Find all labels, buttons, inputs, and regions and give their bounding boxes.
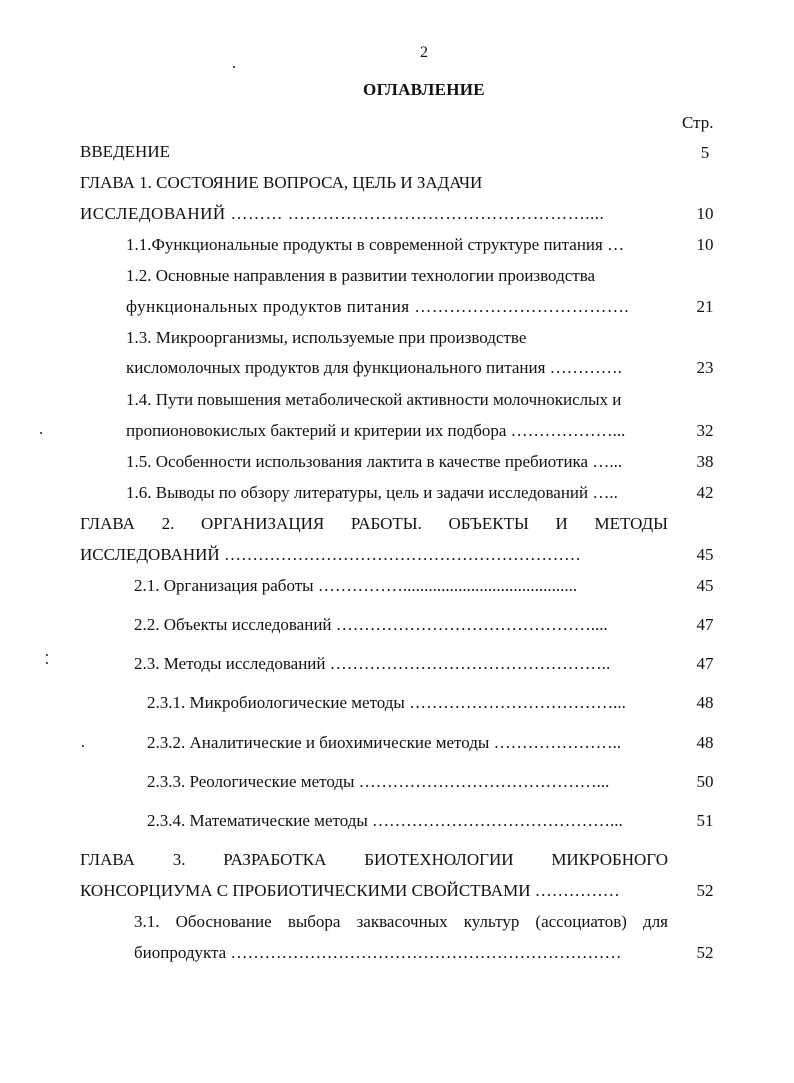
- toc-entry-chapter-1-cont: [80, 202, 604, 226]
- scan-speck: [233, 66, 235, 68]
- toc-page-number: 21: [696, 297, 714, 316]
- toc-page-number: 45: [696, 545, 714, 564]
- toc-entry-1-5: [126, 450, 622, 474]
- toc-entry-1-2: [126, 264, 595, 288]
- toc-page-number: 52: [696, 881, 714, 900]
- scan-speck: [46, 662, 48, 664]
- toc-entry-text: 1.4. Пути повышения метаболической активности молочнокислых и: [126, 390, 622, 409]
- toc-entry-text: ГЛАВА 1. СОСТОЯНИЕ ВОПРОСА, ЦЕЛЬ И ЗАДАЧИ: [80, 173, 483, 192]
- page-number: 2: [420, 44, 428, 61]
- toc-entry-2-3-2: [147, 731, 621, 755]
- toc-entry-text: функциональных продуктов питания ……………………………….: [126, 297, 630, 316]
- toc-entry-chapter-1: [80, 171, 482, 195]
- toc-entry-3-1: [134, 910, 668, 934]
- toc-page-number: 38: [696, 452, 714, 471]
- page-column-header: Стр.: [682, 113, 714, 132]
- toc-entry-text: биопродукта ……………………………………………………………: [134, 943, 622, 962]
- toc-entry-3-1-cont: [134, 941, 621, 965]
- toc-page-number: 23: [696, 358, 714, 377]
- toc-page-number: 52: [696, 943, 714, 962]
- toc-entry-2-3-4: [147, 809, 623, 833]
- toc-page-number: 10: [696, 204, 714, 223]
- toc-entry-text: 2.3.3. Реологические методы ……………………………………...: [147, 772, 610, 791]
- toc-entry-2-3-1: [147, 691, 626, 715]
- toc-entry-text: 1.3. Микроорганизмы, используемые при производстве: [126, 328, 527, 347]
- toc-entry-chapter-3: [80, 848, 668, 872]
- toc-entry-chapter-2-cont: [80, 543, 581, 567]
- toc-page-number: 48: [696, 733, 714, 752]
- toc-entry-1-1: [126, 233, 624, 257]
- toc-entry-text: 2.3.2. Аналитические и биохимические методы …………………..: [147, 733, 622, 752]
- toc-entry-text: 2.3. Методы исследований …………………………………………..: [134, 654, 611, 673]
- toc-entry-text: 2.1. Организация работы …………….........................................: [134, 576, 578, 595]
- toc-entry-text: ГЛАВА 3. РАЗРАБОТКА БИОТЕХНОЛОГИИ МИКРОБНОГО: [80, 850, 668, 869]
- toc-entry-1-4: [126, 388, 621, 412]
- toc-entry-2-3: [134, 652, 610, 676]
- toc-entry-text: пропионовокислых бактерий и критерии их подбора ………………...: [126, 421, 626, 440]
- toc-entry-text: КОНСОРЦИУМА С ПРОБИОТИЧЕСКИМИ СВОЙСТВАМИ ……………: [80, 881, 620, 900]
- toc-entry-text: 1.6. Выводы по обзору литературы, цель и задачи исследований …..: [126, 483, 618, 502]
- page-title: ОГЛАВЛЕНИЕ: [363, 80, 485, 99]
- toc-entry-chapter-2: [80, 512, 668, 536]
- scan-speck: [82, 745, 84, 747]
- toc-page-number: 47: [696, 654, 714, 673]
- scan-speck: [40, 432, 42, 434]
- toc-entry-chapter-3-cont: [80, 879, 620, 903]
- toc-entry-text: ИССЛЕДОВАНИЙ ……… ……………………………………………....: [80, 204, 605, 223]
- toc-entry-1-3-cont: [126, 356, 622, 380]
- toc-entry-text: ИССЛЕДОВАНИЙ ………………………………………………………: [80, 545, 581, 564]
- toc-page-number: 48: [696, 693, 714, 712]
- toc-page-number: 42: [696, 483, 714, 502]
- toc-page-number: 47: [696, 615, 714, 634]
- toc-page-number: 10: [696, 235, 714, 254]
- toc-entry-text: 2.3.1. Микробиологические методы ………………………………...: [147, 693, 626, 712]
- toc-entry-1-2-cont: [126, 295, 629, 319]
- toc-entry-text: 2.3.4. Математические методы ……………………………………...: [147, 811, 623, 830]
- toc-entry-text: ВВЕДЕНИЕ: [80, 142, 170, 161]
- scan-speck: [46, 654, 48, 656]
- toc-entry-text: 2.2. Объекты исследований ………………………………………....: [134, 615, 608, 634]
- toc-entry-2-1: [134, 574, 577, 598]
- toc-page-number: 32: [696, 421, 714, 440]
- toc-entry-1-6: [126, 481, 618, 505]
- toc-page-number: 5: [700, 143, 710, 162]
- toc-entry-2-3-3: [147, 770, 609, 794]
- toc-entry-introduction: [80, 140, 170, 164]
- toc-entry-text: кисломолочных продуктов для функционального питания ………….: [126, 358, 622, 377]
- toc-entry-text: 1.1.Функциональные продукты в современной структуре питания …: [126, 235, 625, 254]
- toc-page-number: 51: [696, 811, 714, 830]
- toc-entry-text: ГЛАВА 2. ОРГАНИЗАЦИЯ РАБОТЫ. ОБЪЕКТЫ И МЕТОДЫ: [80, 514, 668, 533]
- toc-entry-1-3: [126, 326, 526, 350]
- toc-entry-1-4-cont: [126, 419, 625, 443]
- toc-page-number: 50: [696, 772, 714, 791]
- toc-entry-text: 1.2. Основные направления в развитии технологии производства: [126, 266, 596, 285]
- toc-entry-2-2: [134, 613, 608, 637]
- toc-page-number: 45: [696, 576, 714, 595]
- toc-entry-text: 3.1. Обоснование выбора заквасочных культур (ассоциатов) для: [134, 912, 668, 931]
- toc-entry-text: 1.5. Особенности использования лактита в качестве пребиотика …...: [126, 452, 623, 471]
